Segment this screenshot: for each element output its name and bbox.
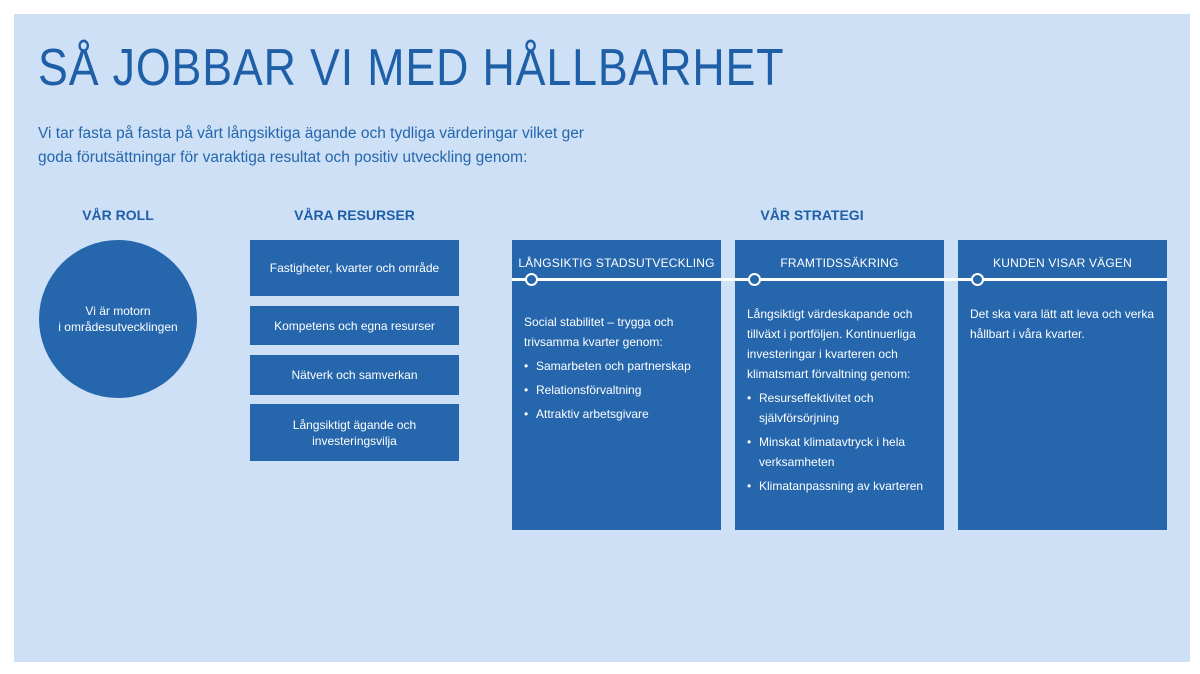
page-title: SÅ JOBBAR VI MED HÅLLBARHET <box>38 39 785 97</box>
slide <box>14 14 1190 662</box>
strategy-heading: VÅR STRATEGI <box>760 207 864 223</box>
resource-box: Fastigheter, kvarter och område <box>250 240 459 296</box>
intro-line-2: goda förutsättningar för varaktiga resultat och positiv utveckling genom: <box>38 149 528 166</box>
bullet-item: • Attraktiv arbetsgivare <box>524 404 709 424</box>
strategy-card-3 <box>958 240 1167 530</box>
bullet-item: • Samarbeten och partnerskap <box>524 356 709 376</box>
role-circle <box>39 240 197 398</box>
strategy-card-title: KUNDEN VISAR VÄGEN <box>993 256 1132 270</box>
resource-box: Nätverk och samverkan <box>250 355 459 395</box>
timeline-node <box>748 273 761 286</box>
bullet-item: • Klimatanpassning av kvarteren <box>747 476 932 496</box>
role-line-1: Vi är motorn <box>85 304 151 318</box>
role-heading: VÅR ROLL <box>82 207 154 223</box>
strategy-card-title: FRAMTIDSSÄKRING <box>780 256 899 270</box>
strategy-card-text: Social stabilitet – trygga och trivsamma kvarter genom: <box>524 315 674 349</box>
timeline-node <box>525 273 538 286</box>
bullet-item: • Minskat klimatavtryck i hela verksamheten <box>747 432 932 472</box>
bullet-item: • Relationsförvaltning <box>524 380 709 400</box>
bullet-item: • Resurseffektivitet och självförsörjning <box>747 388 932 428</box>
resources-heading: VÅRA RESURSER <box>294 207 415 223</box>
strategy-card-bullets <box>524 356 709 424</box>
strategy-card-text: Det ska vara lätt att leva och verka hållbart i våra kvarter. <box>970 307 1155 341</box>
resource-box: Kompetens och egna resurser <box>250 306 459 345</box>
timeline-node <box>971 273 984 286</box>
strategy-card-text: Långsiktigt värdeskapande och tillväxt i portföljen. Kontinuerliga investeringar i kvarteren och klimatsmart förvaltning genom: <box>747 307 916 381</box>
intro-text <box>38 122 598 170</box>
role-line-2: i områdesutvecklingen <box>58 320 178 334</box>
strategy-card-title: LÅNGSIKTIG STADSUTVECKLING <box>518 256 715 270</box>
timeline-line <box>512 278 1167 281</box>
strategy-card-bullets <box>747 388 932 496</box>
intro-line-1: Vi tar fasta på fasta på vårt långsiktiga ägande och tydliga värderingar vilket ger <box>38 125 584 142</box>
resource-box: Långsiktigt ägande och investeringsvilja <box>250 404 459 461</box>
